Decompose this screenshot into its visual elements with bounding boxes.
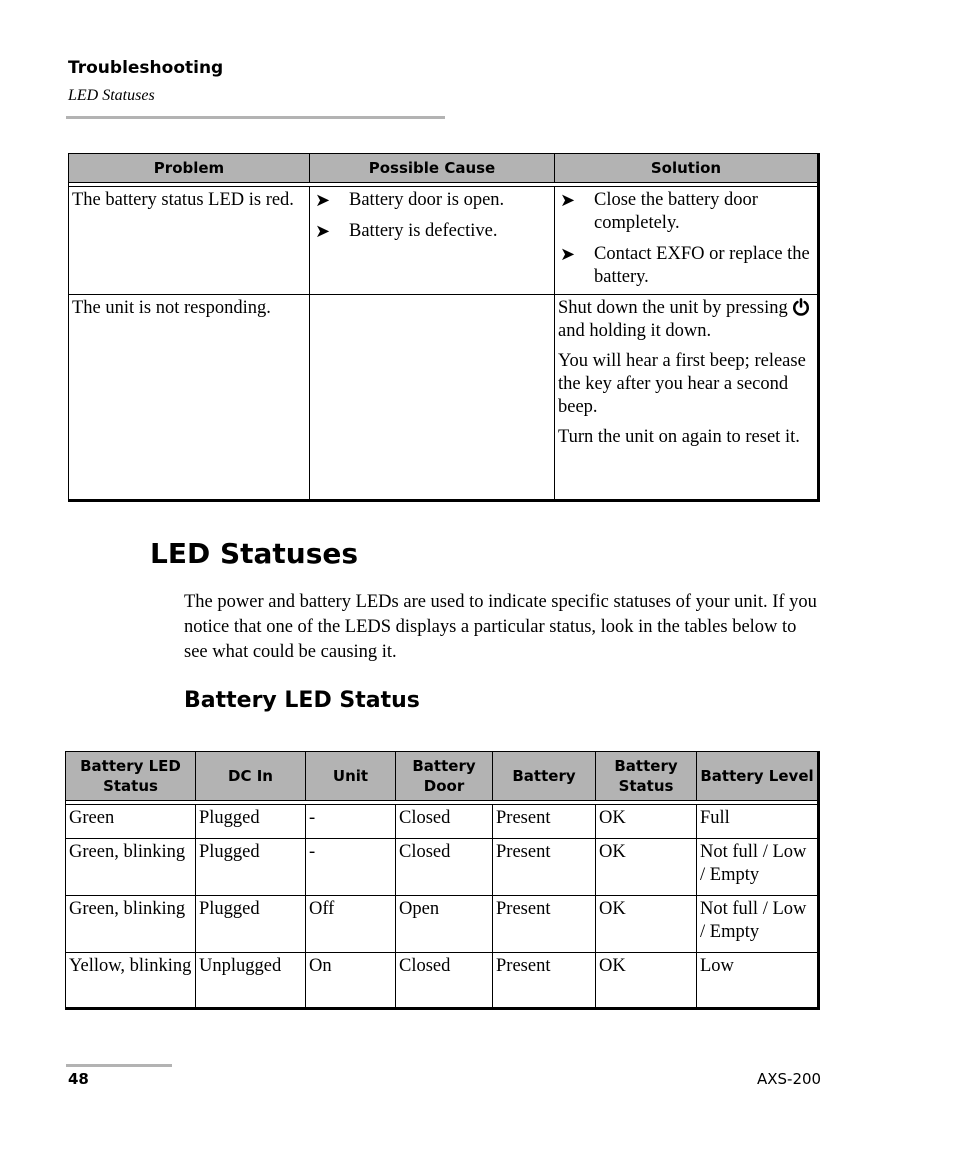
list-item: ➤ Battery is defective. bbox=[315, 221, 498, 241]
page-number: 48 bbox=[68, 1070, 89, 1088]
table-cell: OK bbox=[596, 805, 697, 839]
arrow-bullet-icon: ➤ bbox=[315, 190, 331, 210]
table-cell: Unplugged bbox=[196, 953, 306, 1009]
table-header-row bbox=[69, 154, 819, 183]
column-header: DC In bbox=[196, 752, 306, 801]
arrow-bullet-icon: ➤ bbox=[560, 244, 576, 264]
column-header: Battery Door bbox=[396, 752, 493, 801]
table-cell: Yellow, blinking bbox=[66, 953, 196, 1009]
cause-cell bbox=[310, 187, 555, 295]
table-cell: Closed bbox=[396, 805, 493, 839]
column-header: Battery LED Status bbox=[66, 752, 196, 801]
section-heading: LED Statuses bbox=[150, 537, 359, 570]
header-rule bbox=[66, 116, 445, 119]
footer-rule bbox=[66, 1064, 172, 1067]
solution-cell bbox=[555, 295, 819, 501]
table-cell: Green, blinking bbox=[66, 896, 196, 953]
table-cell: Present bbox=[493, 953, 596, 1009]
table-cell: OK bbox=[596, 839, 697, 896]
column-header: Unit bbox=[306, 752, 396, 801]
table-cell: Green, blinking bbox=[66, 839, 196, 896]
table-row bbox=[69, 187, 819, 295]
table-row bbox=[66, 896, 819, 953]
table-cell: Open bbox=[396, 896, 493, 953]
problem-cell: The unit is not responding. bbox=[69, 295, 310, 501]
table-header-row bbox=[66, 752, 819, 801]
table-cell: Off bbox=[306, 896, 396, 953]
table-cell: Plugged bbox=[196, 839, 306, 896]
table-cell: Green bbox=[66, 805, 196, 839]
table-cell: On bbox=[306, 953, 396, 1009]
table-cell: Not full / Low / Empty bbox=[697, 896, 819, 953]
list-item: ➤ Contact EXFO or replace the battery. bbox=[560, 244, 810, 287]
table-cell: Full bbox=[697, 805, 819, 839]
table-row bbox=[66, 953, 819, 1009]
column-header: Battery Level bbox=[697, 752, 819, 801]
table-row bbox=[66, 805, 819, 839]
troubleshooting-table bbox=[68, 153, 820, 502]
table-cell: - bbox=[306, 805, 396, 839]
solution-paragraph: Shut down the unit by pressing and holding it down. bbox=[558, 297, 814, 343]
table-cell: Plugged bbox=[196, 896, 306, 953]
table-cell: Present bbox=[493, 896, 596, 953]
column-header: Problem bbox=[69, 154, 310, 183]
chapter-title: Troubleshooting bbox=[68, 58, 224, 78]
column-header: Possible Cause bbox=[310, 154, 555, 183]
table-cell: Closed bbox=[396, 953, 493, 1009]
table-cell: Closed bbox=[396, 839, 493, 896]
column-header: Battery bbox=[493, 752, 596, 801]
section-subtitle: LED Statuses bbox=[68, 87, 155, 104]
table-cell: OK bbox=[596, 896, 697, 953]
power-icon bbox=[792, 298, 810, 316]
table-cell: - bbox=[306, 839, 396, 896]
subsection-heading: Battery LED Status bbox=[184, 688, 420, 713]
table-cell: Plugged bbox=[196, 805, 306, 839]
arrow-bullet-icon: ➤ bbox=[315, 221, 331, 241]
intro-paragraph: The power and battery LEDs are used to indicate specific statuses of your unit. If you notice that one of the LEDS displays a particular status, look in the tables below to see what could be causing it. bbox=[184, 592, 817, 662]
problem-cell: The battery status LED is red. bbox=[69, 187, 310, 295]
solution-paragraph: Turn the unit on again to reset it. bbox=[558, 427, 800, 447]
table-cell: Present bbox=[493, 839, 596, 896]
table-row bbox=[69, 295, 819, 501]
solution-paragraph: You will hear a first beep; release the key after you hear a second beep. bbox=[558, 351, 806, 417]
cause-cell bbox=[310, 295, 555, 501]
arrow-bullet-icon: ➤ bbox=[560, 190, 576, 210]
table-row bbox=[66, 839, 819, 896]
table-cell: Present bbox=[493, 805, 596, 839]
list-item: ➤ Close the battery door completely. bbox=[560, 190, 758, 233]
table-cell: Not full / Low / Empty bbox=[697, 839, 819, 896]
column-header: Battery Status bbox=[596, 752, 697, 801]
table-cell: Low bbox=[697, 953, 819, 1009]
list-item: ➤ Battery door is open. bbox=[315, 190, 505, 210]
product-name: AXS-200 bbox=[757, 1070, 822, 1088]
table-cell: OK bbox=[596, 953, 697, 1009]
column-header: Solution bbox=[555, 154, 819, 183]
solution-cell bbox=[555, 187, 819, 295]
battery-led-table bbox=[65, 751, 820, 1010]
